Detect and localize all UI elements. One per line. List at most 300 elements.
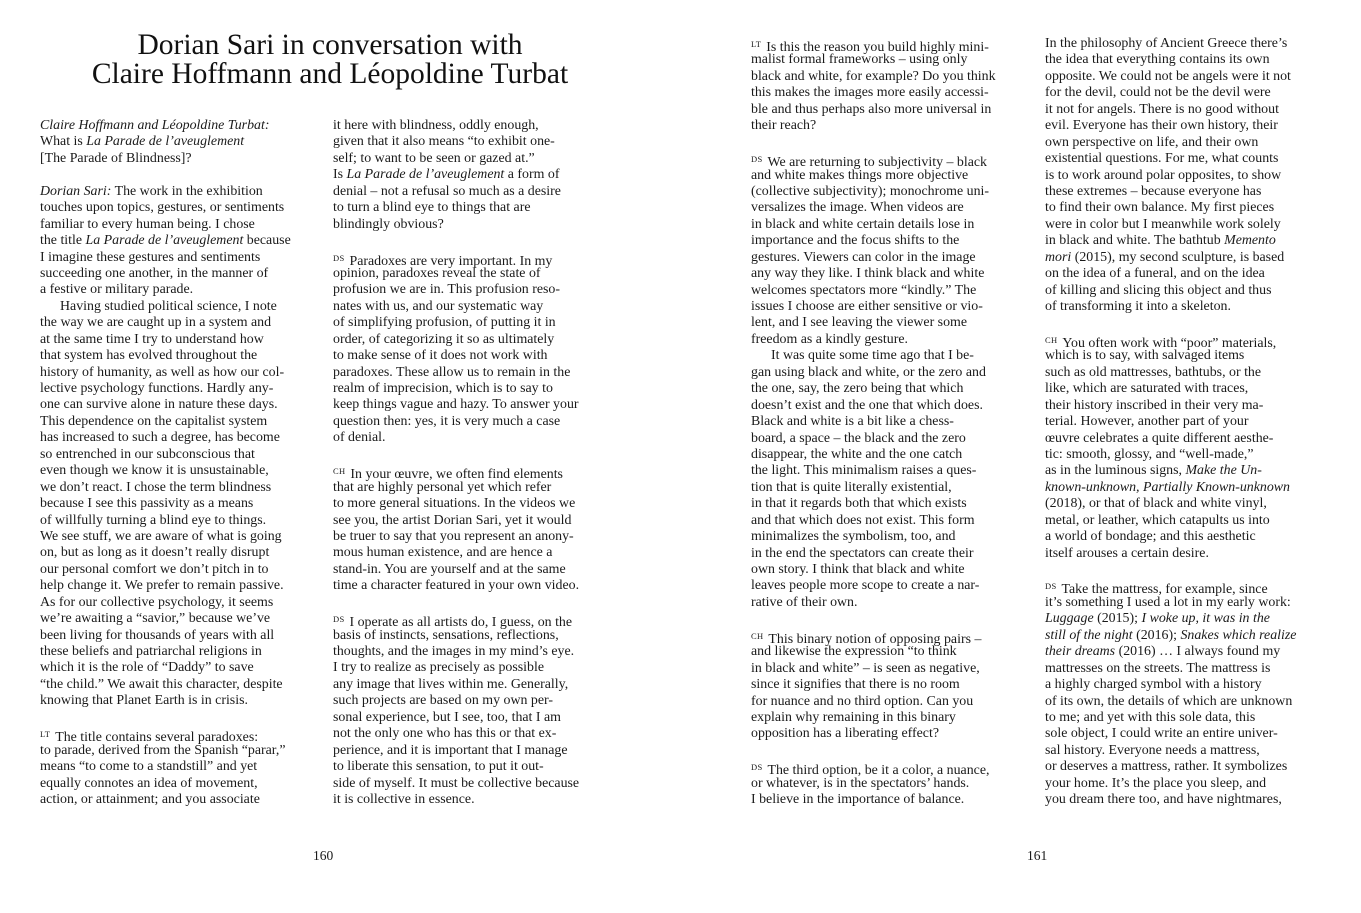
text-line (40, 151, 330, 167)
text-run: [The Parade of Blindness]? (40, 150, 192, 166)
text-run: succeeding one another, in the manner of (40, 265, 269, 281)
text-run: own perspective on life, and their own (1045, 134, 1259, 150)
text-line (1045, 135, 1335, 151)
text-column-left-1 (40, 118, 330, 808)
paragraph-gap (40, 710, 330, 726)
text-run: since it signifies that there is no room (751, 677, 960, 693)
text-line (1045, 759, 1335, 775)
text-line (40, 184, 330, 200)
text-line (1045, 414, 1335, 430)
italic-text: La Parade de l’aveuglement (85, 233, 244, 249)
text-run: in black and white. The bathtub (1045, 233, 1225, 249)
text-line (333, 184, 623, 200)
italic-text: La Parade de l’aveuglement (86, 134, 245, 150)
text-run: It was quite some time ago that I be- (771, 348, 974, 364)
title-line-1: Dorian Sari in conversation with (137, 29, 523, 61)
text-line (333, 266, 623, 282)
text-line (1045, 694, 1335, 710)
text-line (1045, 102, 1335, 118)
text-column-left-2 (333, 118, 623, 808)
text-line (40, 332, 330, 348)
text-run: action, or attainment; and you associate (40, 791, 260, 807)
text-line (40, 282, 330, 298)
paragraph-gap (751, 135, 1041, 151)
text-line (333, 315, 623, 331)
text-line (333, 529, 623, 545)
text-run: the light. This minimalism raises a ques- (751, 463, 977, 479)
text-line (40, 529, 330, 545)
text-line (751, 168, 1041, 184)
text-run: which it is the role of “Daddy” to save (40, 660, 254, 676)
text-run: even though we know it is unsustainable, (40, 463, 269, 479)
text-line (751, 414, 1041, 430)
text-line (751, 299, 1041, 315)
text-run: these extremes – because everyone has (1045, 183, 1262, 199)
text-run: sonal experience, but I see, too, that I am (333, 709, 561, 725)
text-line (751, 118, 1041, 134)
text-line (40, 776, 330, 792)
text-line (333, 660, 623, 676)
text-run: were in color but I meanwhile work solely (1045, 216, 1281, 232)
paragraph-gap (751, 743, 1041, 759)
text-line (40, 299, 330, 315)
text-run: history of humanity, as well as how our col- (40, 364, 285, 380)
text-run: like, which are saturated with traces, (1045, 381, 1249, 397)
text-line (333, 151, 623, 167)
text-line (751, 792, 1041, 808)
text-line (333, 217, 623, 233)
text-line (751, 315, 1041, 331)
italic-text: their dreams (1045, 644, 1116, 660)
text-line (40, 726, 330, 746)
text-line (333, 200, 623, 216)
italic-text: known-unknown, Partially Known-unknown (1045, 479, 1290, 495)
text-run: Take the mattress, for example, since (1061, 582, 1268, 598)
text-run: welcomes spectators more “kindly.” The (751, 282, 977, 298)
text-line (40, 611, 330, 627)
text-run: opposition has a liberating effect? (751, 726, 939, 742)
text-run: What is (40, 134, 87, 150)
text-run: Having studied political science, I note (60, 298, 277, 314)
text-line (1045, 463, 1335, 479)
text-line (40, 660, 330, 676)
text-line (333, 578, 623, 594)
text-line (333, 414, 623, 430)
left-page (0, 0, 680, 913)
text-line (751, 496, 1041, 512)
italic-text: Memento (1224, 233, 1276, 249)
text-line (333, 167, 623, 183)
text-line (333, 562, 623, 578)
text-run: (2016); (1132, 627, 1181, 643)
text-line (333, 463, 623, 483)
text-run: and likewise the expression “to think (751, 644, 957, 660)
text-run: board, a space – the black and the zero (751, 430, 966, 446)
text-run: of willfully turning a blind eye to things. (40, 512, 267, 528)
text-run: blindingly obvious? (333, 216, 444, 232)
text-run: to find their own balance. My first pieces (1045, 200, 1275, 216)
right-page (680, 0, 1361, 913)
text-line (751, 398, 1041, 414)
text-run: given that it also means “to exhibit one- (333, 134, 555, 150)
text-run: rative of their own. (751, 594, 858, 610)
text-line (751, 546, 1041, 562)
text-line (40, 562, 330, 578)
text-run: Black and white is a bit like a chess- (751, 414, 954, 430)
text-run: their history inscribed in their very ma- (1045, 397, 1264, 413)
text-line (751, 266, 1041, 282)
text-run: for nuance and no third option. Can you (751, 693, 974, 709)
text-run: that are highly personal yet which refer (333, 479, 552, 495)
text-run: be truer to say that you represent an anony- (333, 528, 574, 544)
text-run: any image that lives within me. Generally, (333, 676, 569, 692)
text-line (40, 743, 330, 759)
text-run: This binary notion of opposing pairs – (768, 631, 982, 647)
speaker-initials: DS (751, 762, 763, 773)
text-line (40, 644, 330, 660)
text-run: own story. I think that black and white (751, 562, 965, 577)
text-run: black and white, for example? Do you think (751, 68, 996, 84)
text-line (333, 611, 623, 631)
text-line (1045, 151, 1335, 167)
text-line (751, 694, 1041, 710)
text-run: lective psychology functions. Hardly any- (40, 381, 274, 396)
text-run: Paradoxes are very important. In my (349, 253, 553, 269)
text-run: to parade, derived from the Spanish “parar,” (40, 742, 286, 758)
text-run: keep things vague and hazy. To answer your (333, 397, 579, 413)
text-run: (2015), my second sculpture, is based (1071, 249, 1285, 265)
text-line (1045, 431, 1335, 447)
text-line (1045, 266, 1335, 282)
text-run: profusion we are in. This profusion reso- (333, 282, 560, 298)
text-line (751, 200, 1041, 216)
text-line (40, 200, 330, 216)
text-run: as in the luminous signs, (1045, 463, 1186, 479)
text-run: You often work with “poor” materials, (1062, 335, 1277, 351)
text-run: existential questions. For me, what counts (1045, 151, 1279, 167)
text-run: in the end the spectators can create their (751, 545, 974, 561)
text-line (1045, 792, 1335, 808)
text-line (1045, 776, 1335, 792)
italic-text: Snakes which realize (1180, 627, 1297, 643)
text-run: opposite. We could not be angels were it not (1045, 68, 1291, 84)
text-line (751, 628, 1041, 647)
text-line (751, 365, 1041, 381)
text-run: the one, say, the zero being that which (751, 381, 964, 397)
italic-text: Luggage (1045, 611, 1094, 627)
text-run: minimalizes the symbolism, too, and (751, 529, 956, 545)
text-run: see you, the artist Dorian Sari, yet it would (333, 512, 572, 528)
text-line (40, 759, 330, 775)
text-run: The work in the exhibition (111, 183, 263, 199)
text-line (1045, 69, 1335, 85)
italic-text: La Parade de l’aveuglement (346, 167, 505, 183)
text-line (751, 447, 1041, 463)
text-line (333, 628, 623, 644)
text-run: a world of bondage; and this aesthetic (1045, 529, 1256, 545)
text-line (1045, 233, 1335, 249)
text-run: œuvre celebrates a quite different aesthe- (1045, 430, 1274, 446)
text-line (333, 299, 623, 315)
text-line (40, 118, 330, 134)
text-line (1045, 496, 1335, 512)
text-line (751, 233, 1041, 249)
text-run: we’re awaiting a “savior,” because we’ve (40, 611, 271, 627)
text-line (751, 578, 1041, 594)
text-line (751, 431, 1041, 447)
text-line (1045, 36, 1335, 52)
text-run: We are returning to subjectivity – black (767, 155, 987, 171)
text-run: This dependence on the capitalist system (40, 413, 268, 429)
text-line (1045, 447, 1335, 463)
text-run: it not for angels. There is no good without (1045, 101, 1279, 117)
text-run: a festive or military parade. (40, 282, 194, 298)
text-run: your home. It’s the place you sleep, and (1045, 775, 1267, 791)
text-run: the way we are caught up in a system and (40, 315, 272, 331)
text-run: the idea that everything contains its own (1045, 52, 1270, 68)
text-line (40, 595, 330, 611)
text-line (40, 430, 330, 446)
text-run: it’s something I used a lot in my early work: (1045, 594, 1291, 610)
italic-text: Make the Un- (1185, 463, 1262, 479)
text-line (1045, 677, 1335, 693)
text-line (1045, 365, 1335, 381)
text-line (333, 282, 623, 298)
text-run: to turn a blind eye to things that are (333, 200, 531, 216)
text-run: is to work around polar opposites, to show (1045, 167, 1282, 183)
text-line (1045, 381, 1335, 397)
text-line (751, 529, 1041, 545)
text-line (1045, 611, 1335, 627)
text-run: it here with blindness, oddly enough, (333, 118, 539, 133)
text-line (751, 184, 1041, 200)
text-line (333, 726, 623, 742)
text-line (1045, 332, 1335, 351)
text-run: I try to realize as precisely as possible (333, 660, 544, 676)
text-line (751, 480, 1041, 496)
text-line (40, 266, 330, 282)
text-run: freedom as a kindly gesture. (751, 331, 908, 347)
text-line (333, 496, 623, 512)
text-run: has increased to such a degree, has become (40, 430, 280, 446)
text-run: any way they like. I think black and white (751, 266, 985, 282)
text-run: denial – not a refusal so much as a desire (333, 183, 561, 199)
text-line (333, 644, 623, 660)
text-line (1045, 546, 1335, 562)
text-line (333, 792, 623, 808)
text-line (751, 217, 1041, 233)
text-run: of killing and slicing this object and thus (1045, 282, 1272, 298)
text-run: their reach? (751, 118, 817, 134)
italic-text: I woke up, it was in the (1141, 611, 1270, 627)
text-run: self; to want to be seen or gazed at.” (333, 150, 535, 166)
text-run: We see stuff, we are aware of what is going (40, 528, 282, 544)
text-run: a highly charged symbol with a history (1045, 677, 1262, 693)
text-line (40, 134, 330, 150)
text-run: nates with us, and our systematic way (333, 298, 544, 314)
text-line (40, 513, 330, 529)
text-line (40, 447, 330, 463)
text-run: on the idea of a funeral, and on the idea (1045, 266, 1265, 282)
text-line (1045, 200, 1335, 216)
text-line (40, 381, 330, 397)
text-line (333, 759, 623, 775)
paragraph-gap (1045, 562, 1335, 578)
text-line (40, 628, 330, 644)
text-line (1045, 595, 1335, 611)
text-run: of transforming it into a skeleton. (1045, 299, 1231, 314)
text-run: evil. Everyone has their own history, their (1045, 118, 1278, 134)
text-run: touches upon topics, gestures, or sentiments (40, 200, 285, 216)
text-run: we don’t react. I chose the term blindness (40, 479, 272, 495)
text-run: side of myself. It must be collective because (333, 775, 580, 791)
text-run: (2016) … I always found my (1115, 644, 1281, 660)
text-line (333, 430, 623, 446)
text-line (333, 250, 623, 269)
text-line (333, 348, 623, 364)
text-line (333, 397, 623, 413)
text-run: familiar to every human being. I chose (40, 216, 255, 232)
text-run: As for our collective psychology, it seems (40, 594, 274, 610)
text-run: gan using black and white, or the zero and (751, 364, 986, 380)
text-line (751, 348, 1041, 364)
speaker-initials: LT (751, 39, 762, 49)
text-line (751, 710, 1041, 726)
text-line (40, 250, 330, 266)
text-line (751, 381, 1041, 397)
text-run: In the philosophy of Ancient Greece there’s (1045, 36, 1288, 51)
text-run: I imagine these gestures and sentiments (40, 249, 261, 265)
text-run: stand-in. You are yourself and at the same (333, 561, 566, 577)
text-run: gestures. Viewers can color in the image (751, 249, 976, 265)
title-line-2: Claire Hoffmann and Léopoldine Turbat (91, 58, 569, 90)
text-line (40, 463, 330, 479)
text-line (333, 677, 623, 693)
text-run: (2018), or that of black and white vinyl, (1045, 496, 1267, 512)
paragraph-gap (333, 233, 623, 249)
italic-text: still of the night (1045, 627, 1133, 643)
text-line (1045, 283, 1335, 299)
text-run: mattresses on the streets. The mattress is (1045, 660, 1271, 676)
paragraph-gap (333, 447, 623, 463)
text-line (1045, 628, 1335, 644)
paragraph-gap (1045, 315, 1335, 331)
text-line (751, 677, 1041, 693)
text-run: metal, or leather, which catapults us into (1045, 512, 1270, 528)
page-title (40, 31, 620, 89)
text-line (333, 118, 623, 134)
text-run: explain why remaining in this binary (751, 709, 956, 725)
text-run: (2015); (1093, 611, 1142, 627)
text-run: and that which does not exist. This form (751, 512, 975, 528)
text-line (1045, 513, 1335, 529)
text-column-right-2 (1045, 36, 1335, 809)
text-run: been living for thousands of years with all (40, 627, 275, 643)
italic-text: Dorian Sari: (40, 183, 112, 199)
text-run: I operate as all artists do, I guess, on the (349, 615, 573, 631)
text-run: on, but as long as it doesn’t really disrupt (40, 545, 270, 561)
text-run: of its own, the details of which are unknown (1045, 693, 1293, 709)
text-run: (collective subjectivity); monochrome uni- (751, 183, 989, 199)
text-line (751, 661, 1041, 677)
paragraph-gap (333, 595, 623, 611)
text-line (751, 102, 1041, 118)
text-line (1045, 299, 1335, 315)
paragraph-gap (751, 611, 1041, 627)
text-run: disappear, the white and the one catch (751, 446, 963, 462)
text-line (333, 365, 623, 381)
text-run: to make sense of it does not work with (333, 348, 548, 364)
text-line (1045, 52, 1335, 68)
text-line (1045, 480, 1335, 496)
text-line (751, 283, 1041, 299)
text-line (40, 496, 330, 512)
text-run: versalizes the image. When videos are (751, 200, 964, 216)
page-number-left: 160 (313, 848, 334, 863)
text-column-right-1 (751, 36, 1041, 809)
text-line (1045, 743, 1335, 759)
text-line (40, 693, 330, 709)
text-line (1045, 184, 1335, 200)
text-run: our personal comfort we don’t pitch in to (40, 561, 269, 577)
text-run: time a character featured in your own video. (333, 578, 580, 594)
text-line (1045, 529, 1335, 545)
text-line (1045, 644, 1335, 660)
speaker-initials: DS (1045, 581, 1057, 592)
text-run: Is this the reason you build highly mini- (766, 40, 989, 55)
text-run: this makes the images more easily accessi- (751, 85, 989, 101)
text-line (751, 250, 1041, 266)
text-run: tion that is quite literally existential, (751, 479, 952, 495)
paragraph-gap (40, 167, 330, 183)
text-line (333, 134, 623, 150)
text-line (333, 710, 623, 726)
text-line (751, 513, 1041, 529)
text-run: knowing that Planet Earth is in crisis. (40, 693, 248, 709)
text-run: because I see this passivity as a means (40, 496, 254, 512)
text-line (333, 743, 623, 759)
text-line (751, 85, 1041, 101)
text-line (40, 233, 330, 249)
text-line (1045, 85, 1335, 101)
text-run: to liberate this sensation, to put it out- (333, 759, 544, 775)
text-run: itself arouses a certain desire. (1045, 545, 1209, 561)
speaker-initials: CH (333, 466, 346, 477)
text-line (1045, 661, 1335, 677)
text-line (751, 332, 1041, 348)
text-line (751, 726, 1041, 742)
text-line (751, 36, 1041, 55)
text-run: for the devil, could not be the devil were (1045, 85, 1271, 101)
speaker-initials: LT (40, 729, 51, 740)
text-line (40, 217, 330, 233)
text-run: doesn’t exist and the one that which does. (751, 397, 983, 413)
text-run: the title (40, 233, 86, 249)
text-run: or whatever, is in the spectators’ hands. (751, 775, 970, 791)
text-run: in black and white certain details lose in (751, 216, 975, 232)
speaker-initials: CH (751, 630, 764, 641)
text-line (1045, 398, 1335, 414)
text-line (751, 562, 1041, 578)
text-line (1045, 726, 1335, 742)
text-run: at the same time I try to understand how (40, 331, 264, 347)
text-line (40, 365, 330, 381)
text-line (333, 480, 623, 496)
text-line (333, 513, 623, 529)
text-run: “the child.” We await this character, despite (40, 676, 283, 692)
text-run: and white makes things more objective (751, 167, 969, 183)
text-run: help change it. We prefer to remain passive. (40, 578, 284, 594)
